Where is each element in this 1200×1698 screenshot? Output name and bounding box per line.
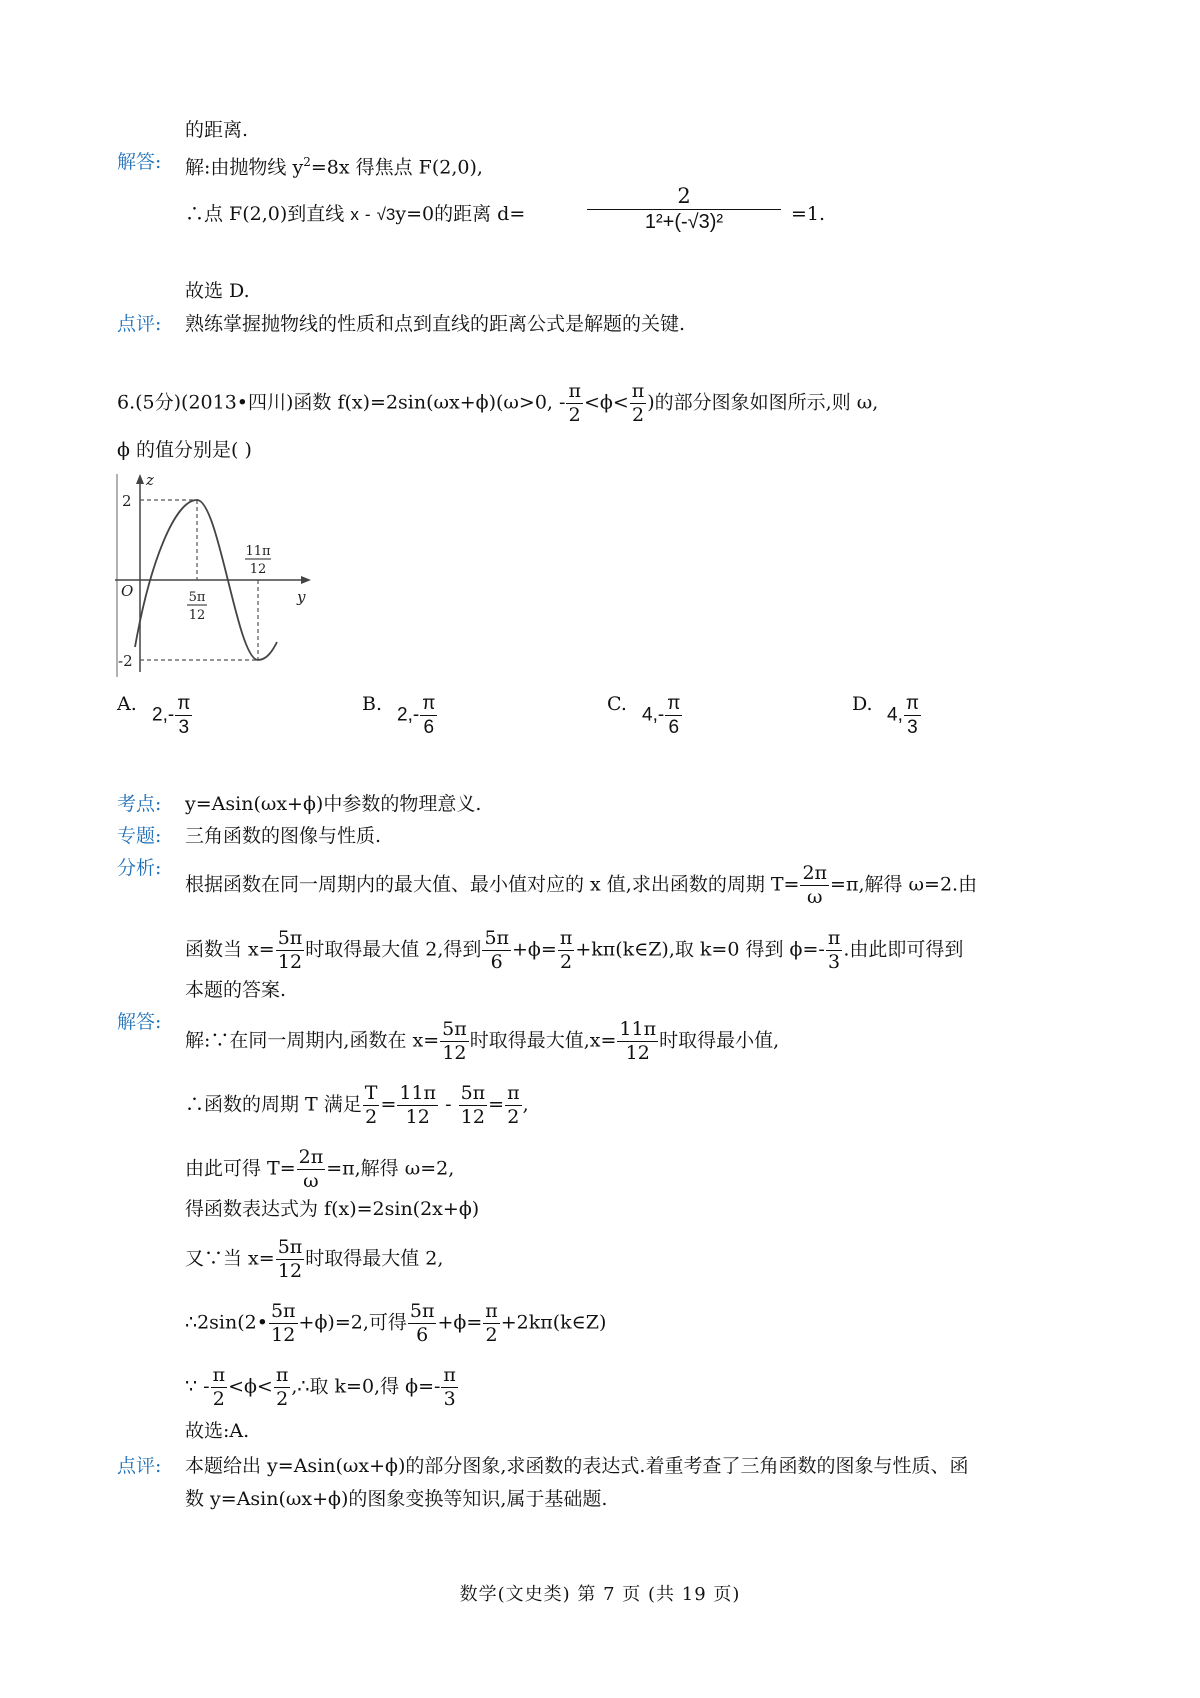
y-axis-arrow bbox=[301, 576, 311, 584]
fenxi-line1: 根据函数在同一周期内的最大值、最小值对应的 x 值,求出函数的周期 T= $\frac{2\pi}{\omega}$ =π,解得 ω=2.由 bbox=[185, 862, 978, 908]
q6-stem-line2: ϕ 的值分别是( ) bbox=[117, 439, 252, 461]
jieda-line6: ∴2sin(2• $\frac{5\pi}{12}$ +ϕ)=2,可得 $\frac{5\pi}{6}$ +ϕ= $\frac{\pi}{2}$ +2kπ(k∈Z) bbox=[185, 1300, 607, 1346]
prev-tail: 的距离. bbox=[185, 119, 249, 141]
fenxi-line2: 函数当 x= $\frac{5\pi}{12}$ 时取得最大值 2,得到 $\frac{5\pi}{6}$ +ϕ= $\frac{\pi}{2}$ +kπ(k∈Z),取 k=0 得到 ϕ=- $\frac{\pi}{3}$ .由此即可得到 bbox=[185, 927, 964, 973]
z-axis-arrow bbox=[136, 474, 144, 484]
prev-answer-line1: 解:由抛物线 $y^2=8x$ 得焦点 F(2,0), bbox=[185, 155, 483, 179]
x2-num: 11π bbox=[245, 544, 271, 559]
zhuanti-text: 三角函数的图像与性质. bbox=[185, 825, 382, 847]
dianping-line2: 数 y=Asin(ωx+ϕ)的图象变换等知识,属于基础题. bbox=[185, 1488, 608, 1510]
dianping-line1: 本题给出 y=Asin(ωx+ϕ)的部分图象,求函数的表达式.着重考查了三角函数的图象与性质、函 bbox=[185, 1455, 969, 1477]
x1-num: 5π bbox=[188, 590, 206, 605]
y-label: y bbox=[297, 588, 306, 606]
max-label: 2 bbox=[122, 492, 132, 510]
jieda-line8: 故选:A. bbox=[185, 1420, 250, 1442]
jieda-line5: 又∵当 x= $\frac{5\pi}{12}$ 时取得最大值 2, bbox=[185, 1236, 444, 1282]
q6-stem-line1: 6.(5分)(2013•四川)函数 f(x)=2sin(ωx+ϕ)(ω>0, - $\frac{\pi}{2}$ <ϕ< $\frac{\pi}{2}$ )的部分图象如图所示,则 ω, bbox=[117, 380, 879, 426]
zhuanti-tag: 专题: bbox=[117, 825, 162, 847]
x2-den: 12 bbox=[249, 562, 267, 577]
jieda-line3: 由此可得 T= $\frac{2\pi}{\omega}$ =π,解得 ω=2, bbox=[185, 1146, 455, 1192]
fenxi-tag: 分析: bbox=[117, 857, 162, 879]
jieda-line7: ∵ - $\frac{\pi}{2}$ <ϕ< $\frac{\pi}{2}$ ,∴取 k=0,得 ϕ=- $\frac{\pi}{3}$ bbox=[185, 1364, 456, 1410]
option-a[interactable]: A. 2,- $\frac{\pi}{3}$ bbox=[117, 693, 191, 738]
distance-fraction: $\frac{2}{\text{1²+(-√3)²}}$ bbox=[587, 186, 781, 232]
sine-graph bbox=[115, 472, 315, 677]
distance-result: =1. bbox=[791, 203, 826, 225]
kaodian-tag: 考点: bbox=[117, 793, 162, 815]
prev-answer-line2: ∴点 F(2,0)到直线 x - √3y=0的距离 d= bbox=[185, 203, 526, 225]
comment-tag: 点评: bbox=[117, 313, 162, 335]
option-b[interactable]: B. 2,- $\frac{\pi}{6}$ bbox=[362, 693, 436, 738]
fenxi-line3: 本题的答案. bbox=[185, 979, 287, 1001]
option-c[interactable]: C. 4,- $\frac{\pi}{6}$ bbox=[607, 693, 681, 738]
min-label: -2 bbox=[118, 652, 133, 670]
prev-choose: 故选 D. bbox=[185, 280, 250, 302]
kaodian-text: y=Asin(ωx+ϕ)中参数的物理意义. bbox=[185, 793, 482, 815]
answer-tag: 解答: bbox=[117, 151, 162, 173]
x1-den: 12 bbox=[188, 608, 206, 623]
prev-comment: 熟练掌握抛物线的性质和点到直线的距离公式是解题的关键. bbox=[185, 313, 686, 335]
origin-label: O bbox=[121, 582, 134, 600]
jieda-tag: 解答: bbox=[117, 1011, 162, 1033]
jieda-line2: ∴函数的周期 T 满足 $\frac{T}{2}$ = $\frac{11\pi}{12}$ - $\frac{5\pi}{12}$ = $\frac{\pi}{2}$ , bbox=[185, 1082, 529, 1128]
z-label: z bbox=[146, 472, 154, 489]
option-d[interactable]: D. 4, $\frac{\pi}{3}$ bbox=[852, 693, 919, 738]
jieda-line1: 解:∵在同一周期内,函数在 x= $\frac{5\pi}{12}$ 时取得最大值,x= $\frac{11\pi}{12}$ 时取得最小值, bbox=[185, 1018, 780, 1064]
page-footer: 数学(文史类) 第 7 页 (共 19 页) bbox=[459, 1584, 741, 1605]
dianping-tag: 点评: bbox=[117, 1455, 162, 1477]
jieda-line4: 得函数表达式为 f(x)=2sin(2x+ϕ) bbox=[185, 1198, 480, 1220]
